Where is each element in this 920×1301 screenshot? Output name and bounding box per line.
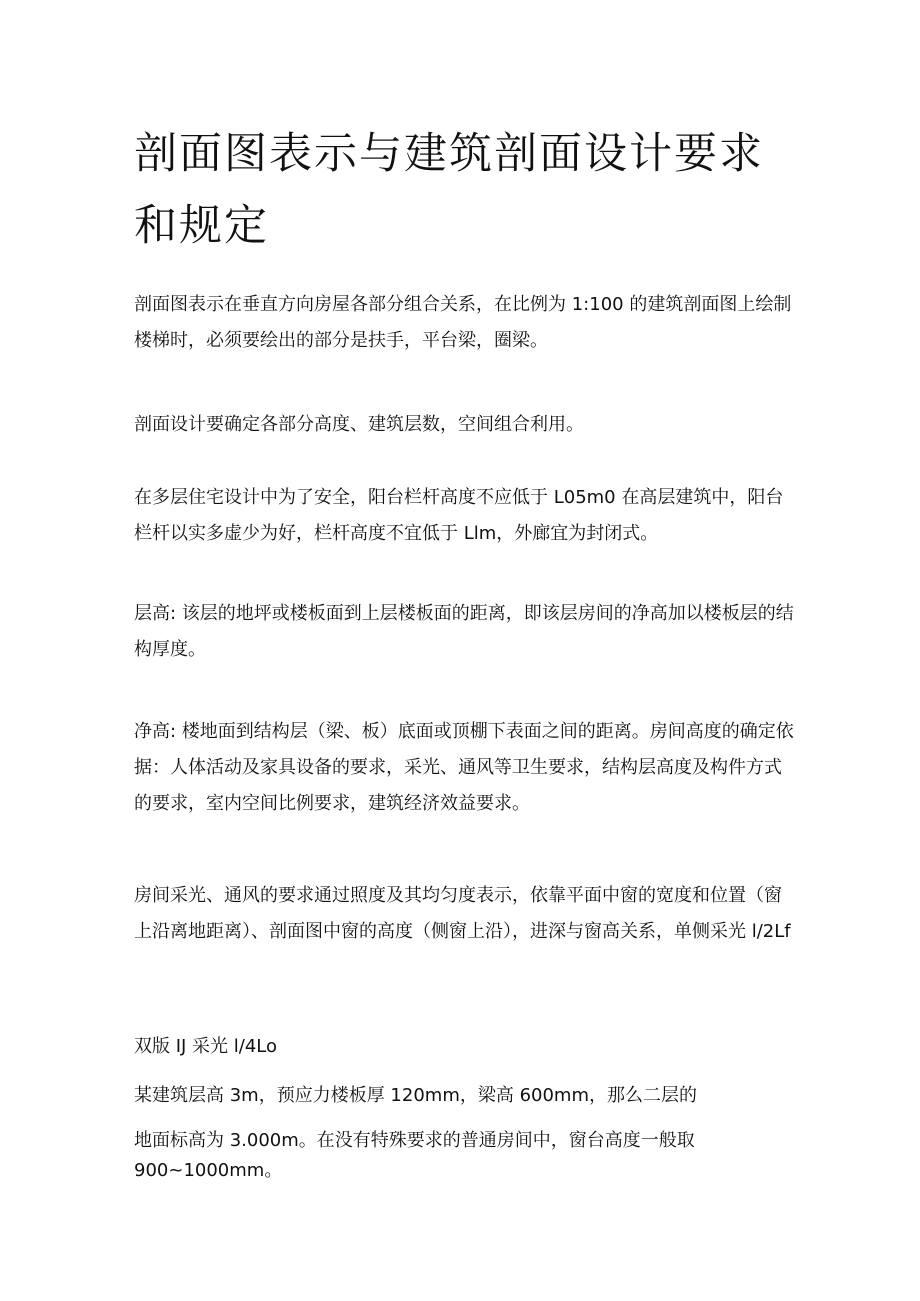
paragraph-example-building: 某建筑层高 3m，预应力楼板厚 120mm，梁高 600mm，那么二层的 xyxy=(134,1085,697,1106)
paragraph-double-lighting: 双版 IJ 采光 l/4Lo xyxy=(134,1036,278,1057)
paragraph-balcony-railing: 在多层住宅设计中为了安全，阳台栏杆高度不应低于 L05m0 在高层建筑中，阳台栏杆以实多虚少为好，栏杆高度不宜低于 Llm，外廊宜为封闭式。 xyxy=(134,487,784,544)
paragraph-section-intro: 剖面图表示在垂直方向房屋各部分组合关系，在比例为 1:100 的建筑剖面图上绘制楼梯时，必须要绘出的部分是扶手，平台梁，圈梁。 xyxy=(134,294,792,351)
paragraph-floor-height: 层高: 该层的地坪或楼板面到上层楼板面的距离，即该层房间的净高加以楼板层的结构厚度。 xyxy=(134,603,794,660)
paragraph-lighting: 房间采光、通风的要求通过照度及其均匀度表示，依靠平面中窗的宽度和位置（窗上沿离地距离）、剖面图中窗的高度（侧窗上沿），进深与窗高关系，单侧采光 l/2Lf xyxy=(134,885,791,942)
paragraph-ground-elevation: 地面标高为 3.000m。在没有特殊要求的普通房间中，窗台高度一般取 900~1000mm。 xyxy=(134,1130,695,1181)
paragraph-clear-height: 净高: 楼地面到结构层（梁、板）底面或顶棚下表面之间的距离。房间高度的确定依据：人体活动及家具设备的要求，采光、通风等卫生要求，结构层高度及构件方式的要求，室内空间比例要求，建筑经济效益要求。 xyxy=(134,721,794,814)
paragraph-section-design: 剖面设计要确定各部分高度、建筑层数，空间组合利用。 xyxy=(134,414,584,435)
page-title: 剖面图表示与建筑剖面设计要求和规定 xyxy=(134,129,764,251)
